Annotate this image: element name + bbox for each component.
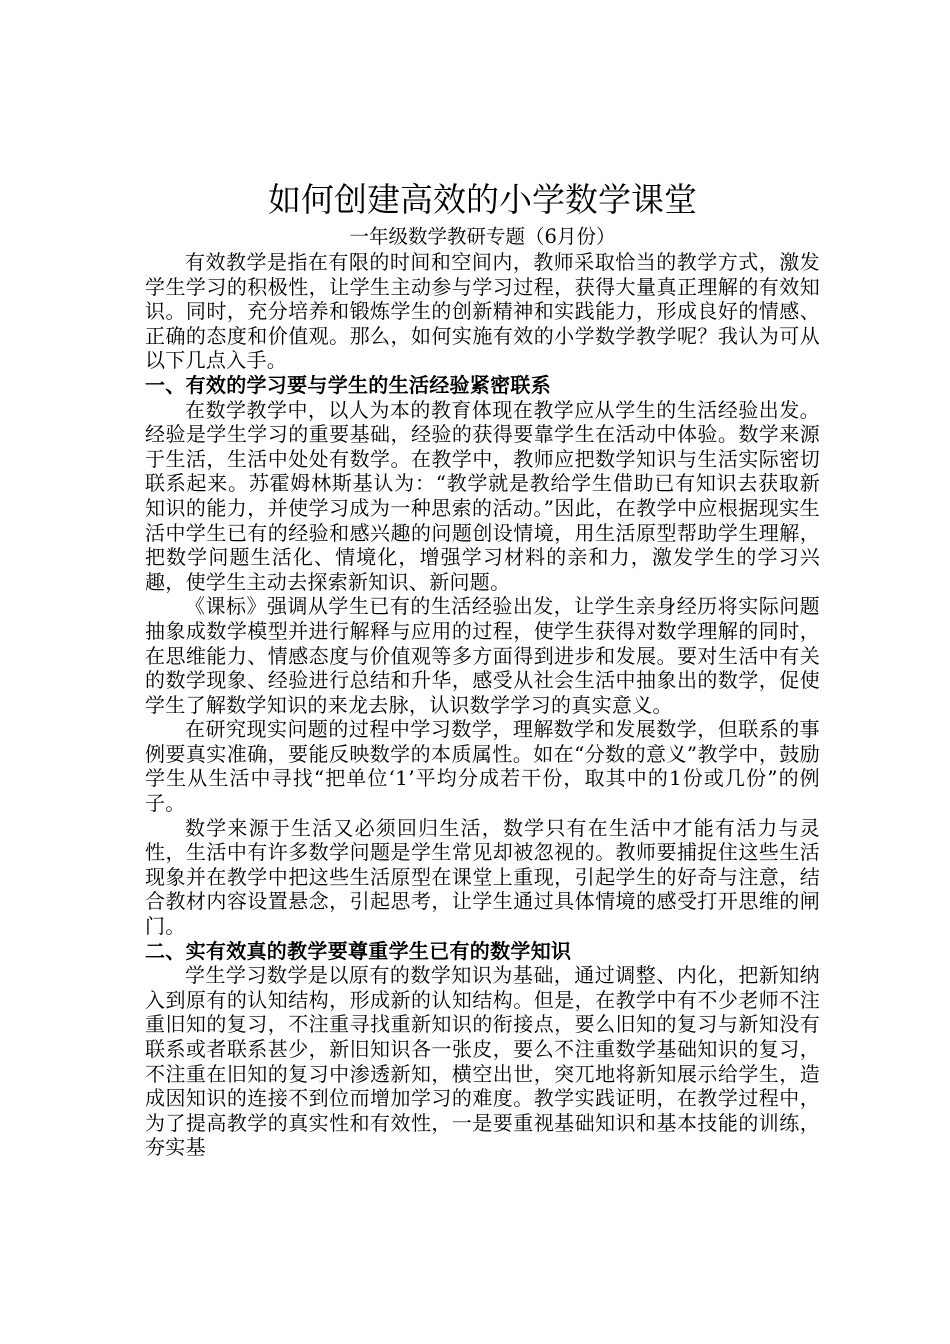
document-title: 如何创建高效的小学数学课堂	[268, 180, 697, 219]
section-heading-2: 二、实有效真的教学要尊重学生已有的数学知识	[145, 938, 572, 963]
document-page	[145, 176, 820, 1160]
section-1-paragraph-2: 《课标》强调从学生已有的生活经验出发，让学生亲身经历将实际问题抽象成数学模型并进行解释与应用的过程，使学生获得对数学理解的同时，在思维能力、情感态度与价值观等多方面得到进步和发展。要对生活中有关的数学现象、经验进行总结和升华，感受从社会生活中抽象出的数学，促使学生了解数学知识的来龙去脉，认识数学学习的真实意义。	[145, 594, 820, 717]
section-2-paragraph-1: 学生学习数学是以原有的数学知识为基础，通过调整、内化，把新知纳入到原有的认知结构，形成新的认知结构。但是，在教学中有不少老师不注重旧知的复习，不注重寻找重新知识的衔接点，要么旧知的复习与新知没有联系或者联系甚少，新旧知识各一张皮，要么不注重数学基础知识的复习，不注重在旧知的复习中渗透新知，横空出世，突兀地将新知展示给学生，造成因知识的连接不到位而增加学习的难度。教学实践证明，在教学过程中，为了提高教学的真实性和有效性，一是要重视基础知识和基本技能的训练，夯实基	[145, 963, 820, 1160]
section-1-paragraph-4: 数学来源于生活又必须回归生活，数学只有在生活中才能有活力与灵性，生活中有许多数学问题是学生常见却被忽视的。教师要捕捉住这些生活现象并在教学中把这些生活原型在课堂上重现，引起学生的好奇与注意，结合教材内容设置悬念，引起思考，让学生通过具体情境的感受打开思维的闸门。	[145, 815, 820, 939]
document-subtitle: 一年级数学教研专题（6月份）	[349, 225, 616, 248]
section-1-paragraph-1: 在数学教学中，以人为本的教育体现在教学应从学生的生活经验出发。经验是学生学习的重要基础，经验的获得要靠学生在活动中体验。数学来源于生活，生活中处处有数学。在教学中，教师应把数学知识与生活实际密切联系起来。苏霍姆林斯基认为：“教学就是教给学生借助已有知识去获取新知识的能力，并使学习成为一种思索的活动。”因此，在教学中应根据现实生活中学生已有的经验和感兴趣的问题创设情境，用生活原型帮助学生理解，把数学问题生活化、情境化，增强学习材料的亲和力，激发学生的学习兴趣，使学生主动去探索新知识、新问题。	[145, 397, 820, 594]
section-1-paragraph-3: 在研究现实问题的过程中学习数学，理解数学和发展数学，但联系的事例要真实准确，要能反映数学的本质属性。如在“分数的意义”教学中，鼓励学生从生活中寻找“把单位‘1’平均分成若干份，取其中的1份或几份”的例子。	[145, 717, 820, 816]
section-heading-1: 一、有效的学习要与学生的生活经验紧密联系	[145, 372, 551, 397]
intro-paragraph: 有效教学是指在有限的时间和空间内，教师采取恰当的教学方式，激发学生学习的积极性，让学生主动参与学习过程，获得大量真正理解的有效知识。同时，充分培养和锻炼学生的创新精神和实践能力，形成良好的情感、正确的态度和价值观。那么，如何实施有效的小学数学教学呢？我认为可从以下几点入手。	[145, 250, 820, 373]
